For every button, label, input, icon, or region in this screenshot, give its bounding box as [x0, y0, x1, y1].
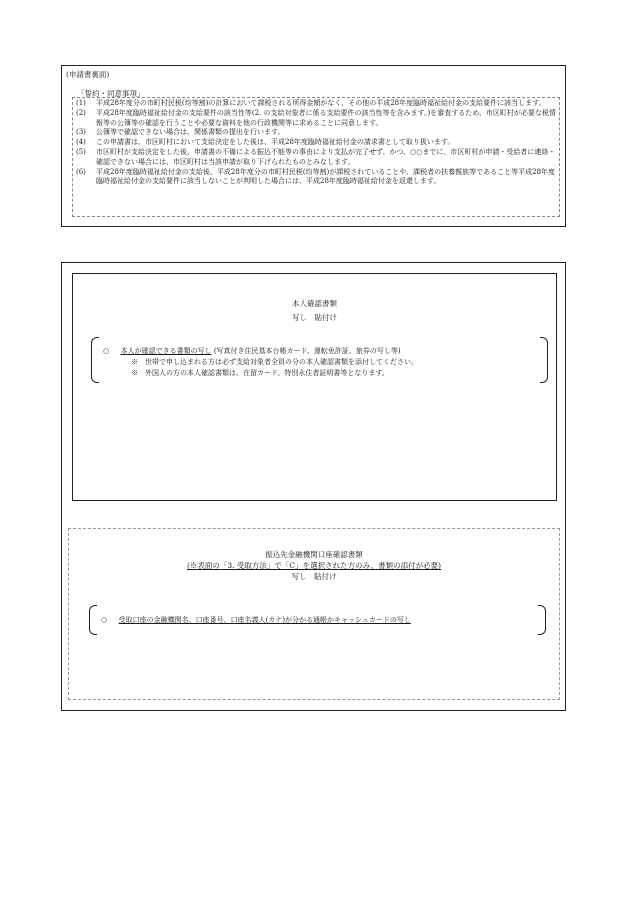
bank-item-text: 受取口座の金融機関名、口座番号、口座名義人(カナ)が分かる通帳かキャッシュカードの写し: [118, 616, 411, 624]
pledge-item-text: 公簿等で確認できない場合は、関係書類の提出を行います。: [96, 128, 285, 137]
circle-marker: ○: [103, 347, 110, 355]
bank-subtitle: 写し 貼付け: [291, 572, 337, 581]
pledge-item-5: [76, 148, 556, 168]
identity-note-1: ※ 世帯で申し込まれる方は必ず支給対象者全員の分の本人確認書類を添付してください。: [131, 358, 418, 366]
pledge-item-text: この申請書は、市区町村において支給決定をした後は、平成28年度臨時福祉給付金の請求書として取り扱います。: [96, 138, 455, 147]
identity-main-rest: (写真付き住民基本台帳カード、運転免許証、旅券の写し等): [213, 347, 401, 355]
pledge-item-text: 平成28年度臨時福祉給付金の支給要件の該当性等(2. の支給対象者に係る支給要件の該当性等を含みます。)を審査するため、市区町村が必要な税情報等の公簿等の確認を行うことや必要な資料を他の行政機関等に求めることに同意します。: [96, 108, 556, 127]
pledge-item-number: (4): [76, 138, 86, 147]
bank-document-paste-area: [68, 528, 560, 700]
right-bracket: [540, 337, 548, 383]
bank-title: 振込先金融機関口座確認書類: [265, 550, 363, 559]
pledge-title: 「誓約・同意事項」: [77, 89, 145, 98]
identity-document-paste-area: [72, 273, 557, 501]
bank-item-line: [101, 615, 411, 625]
identity-subtitle: 写し 貼付け: [292, 313, 337, 322]
pledge-item-text: 平成28年度臨時福祉給付金の支給後、平成28年度分の市町村民税(均等割)が課税されていることや、課税者の扶養親族等であること等平成28年度臨時福祉給付金の支給要件に該当しないことが判明した場合には、平成28年度臨時福祉給付金を返還します。: [96, 167, 556, 186]
pledge-item-text: 平成28年度分の市町村民税(均等割)の計算において課税される所得金額がなく、その他の平成28年度臨時福祉給付金の支給要件に該当します。: [96, 99, 546, 107]
left-bracket: [89, 605, 97, 635]
pledge-item-number: (3): [76, 128, 86, 137]
identity-main-underlined: 本人が確認できる書類の写し: [120, 347, 212, 355]
bank-subtitle-note-text: (※表面の「3. 受取方法」で「C」を選択された方のみ、書類の添付が必要): [186, 561, 442, 570]
identity-main-line: [103, 346, 401, 356]
left-bracket: [91, 337, 99, 383]
pledge-item-6: [76, 168, 556, 188]
pledge-item-text: 市区町村が支給決定をした後、申請書の不備による振込不能等の事由により支払が完了せず、かつ、○○までに、市区町村が申請・受給者に連絡・確認できない場合には、市区町村は当該申請が取り下げられたものとみなします。: [96, 147, 556, 166]
pledge-item-number: (5): [76, 147, 86, 156]
circle-marker: ○: [101, 616, 108, 624]
back-side-label: (申請書裏面): [66, 70, 110, 79]
pledge-item-number: (2): [76, 108, 86, 117]
pledge-item-number: (1): [76, 99, 86, 107]
right-bracket: [538, 605, 546, 635]
pledge-item-4: [76, 138, 556, 148]
identity-note-2: ※ 外国人の方の本人確認書類は、在留カード、特別永住者証明書等となります。: [131, 369, 389, 377]
pledge-items: [76, 99, 556, 187]
bank-subtitle-note: [69, 560, 559, 571]
pledge-item-1: [76, 99, 556, 109]
pledge-item-2: [76, 109, 556, 129]
pledge-item-number: (6): [76, 167, 86, 176]
pledge-item-3: [76, 128, 556, 138]
identity-title: 本人確認書類: [292, 299, 337, 308]
